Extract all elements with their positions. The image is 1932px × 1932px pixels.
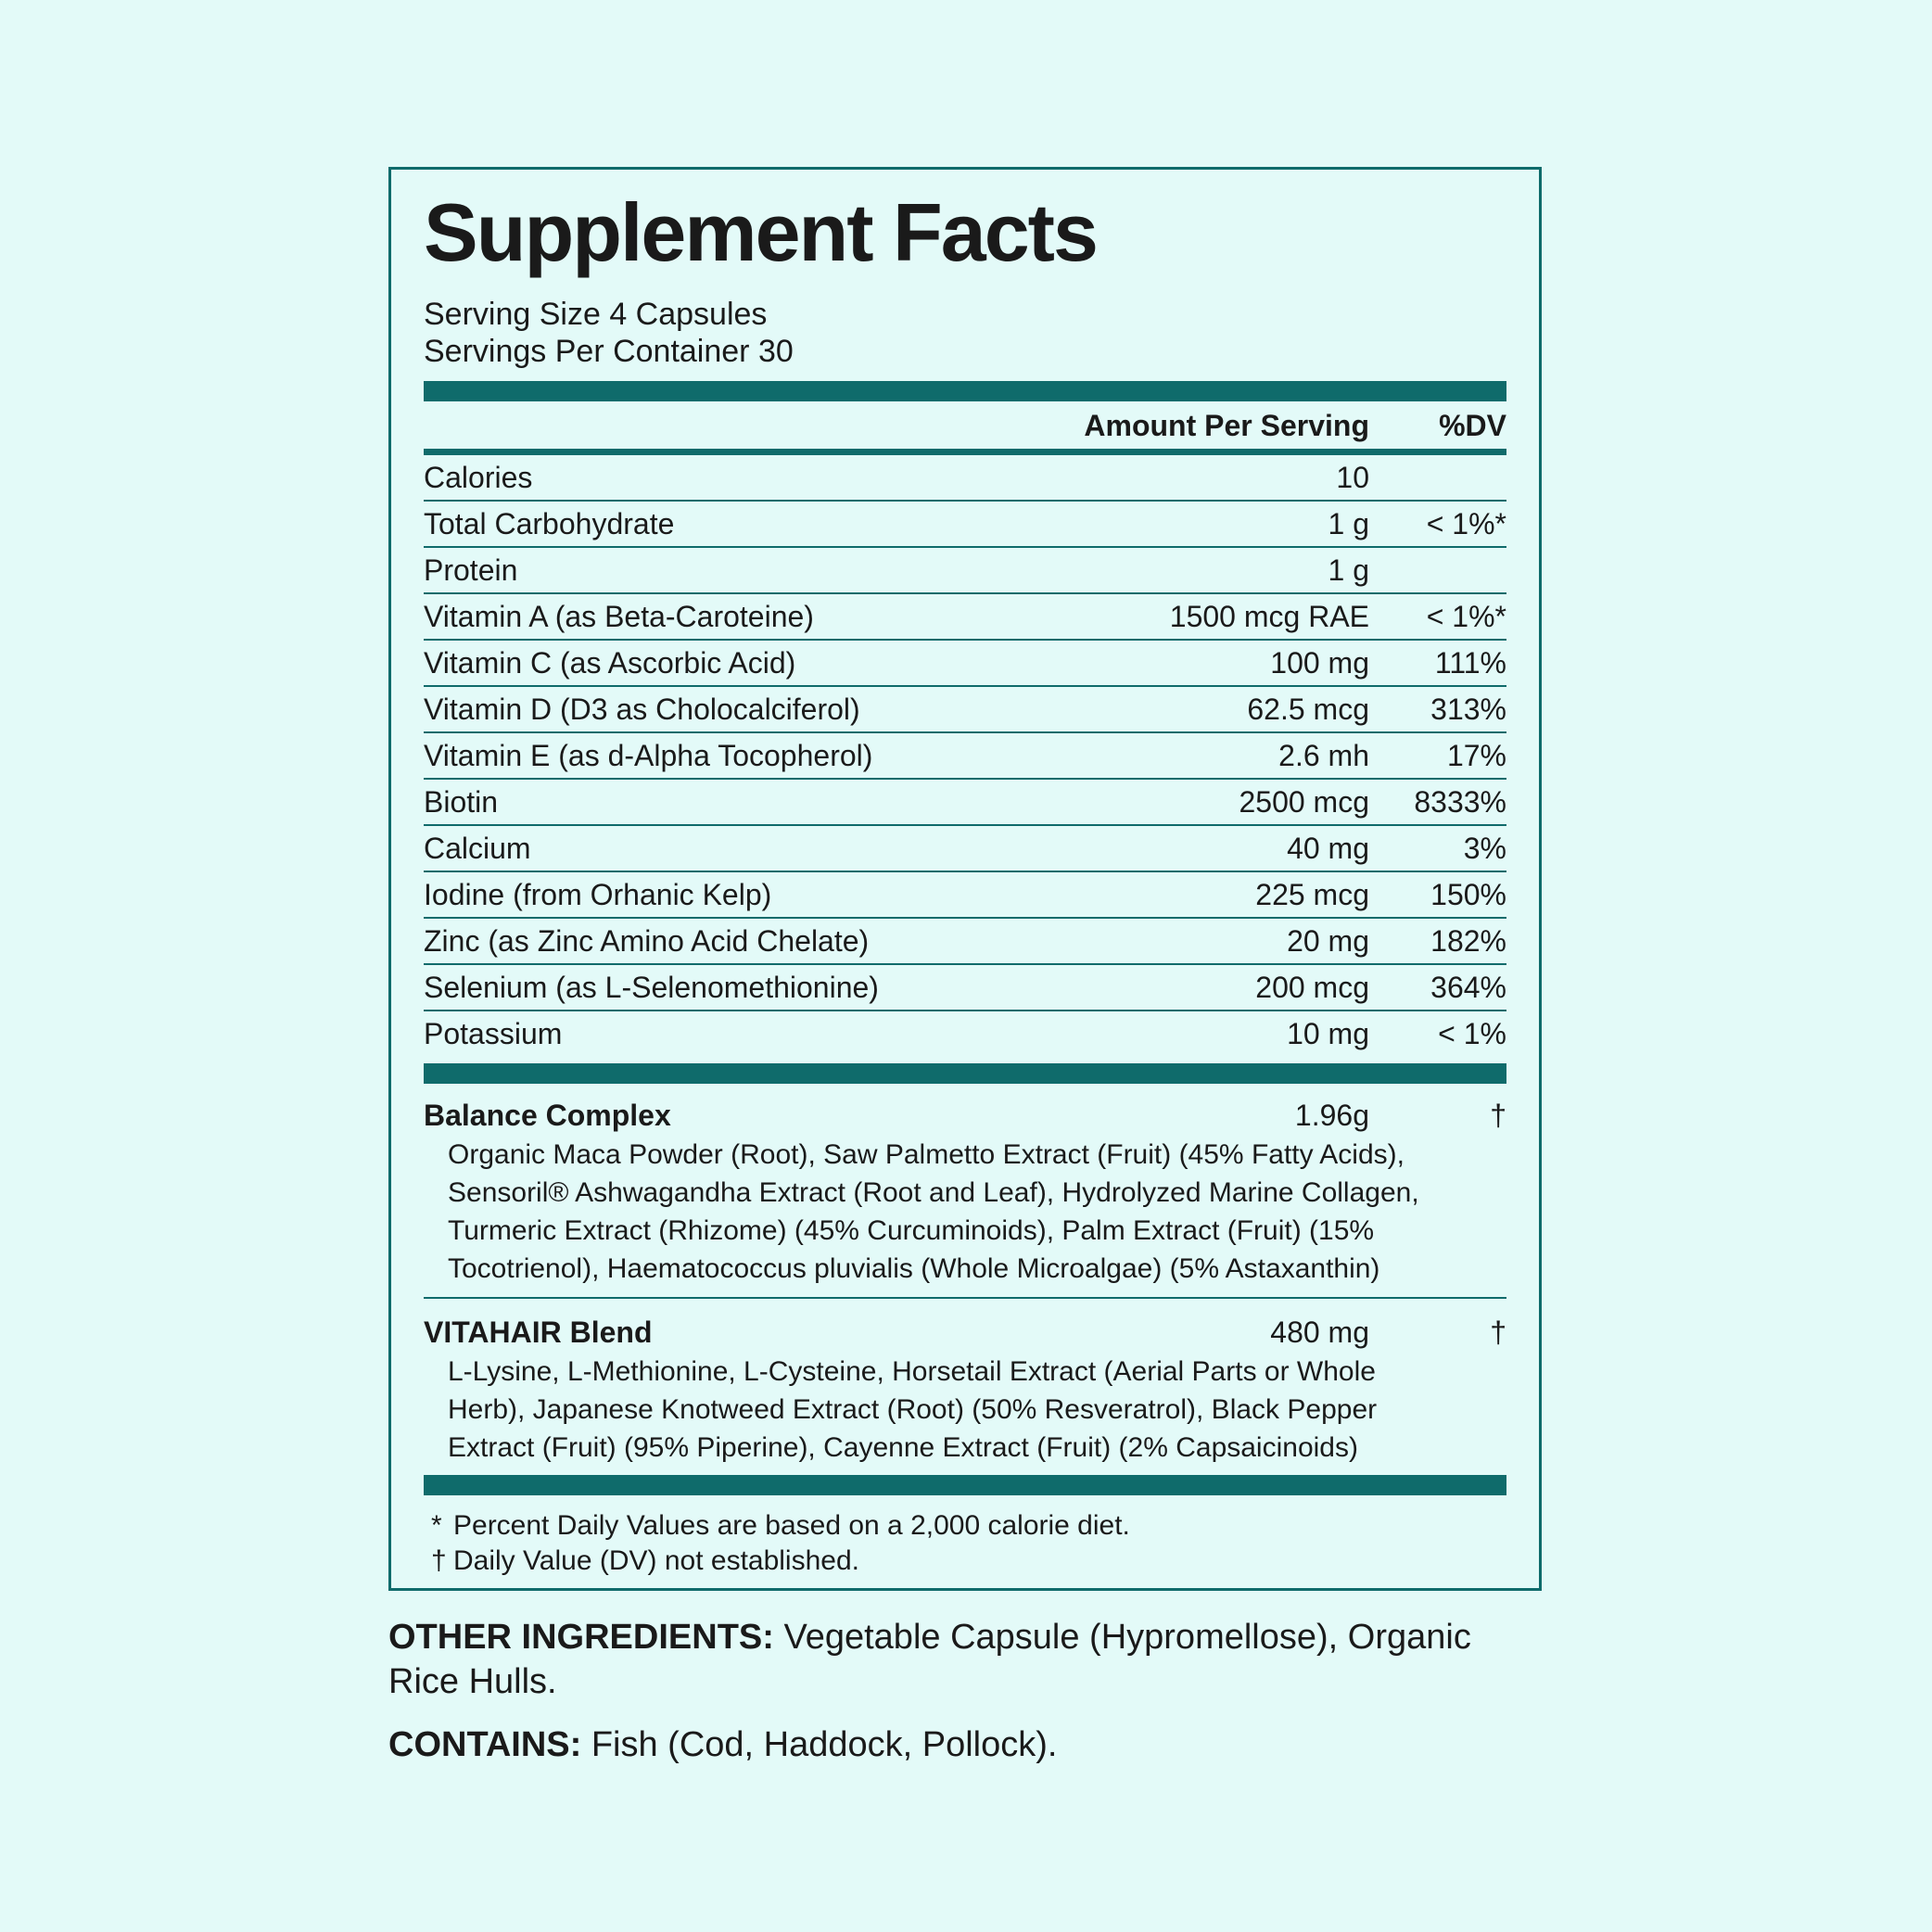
nutrient-amount: 200 mcg [1255, 971, 1369, 1004]
nutrient-amount: 62.5 mcg [1247, 693, 1369, 726]
header-amount-per-serving: Amount Per Serving [1084, 409, 1369, 442]
contains-label: CONTAINS: [388, 1725, 582, 1764]
nutrient-name: Vitamin C (as Ascorbic Acid) [424, 646, 796, 680]
nutrient-name: Selenium (as L-Selenomethionine) [424, 971, 879, 1004]
nutrient-name: Vitamin D (D3 as Cholocalciferol) [424, 693, 860, 726]
blend-name: VITAHAIR Blend [424, 1316, 653, 1349]
contains-text: Fish (Cod, Haddock, Pollock). [581, 1725, 1058, 1764]
nutrient-amount: 40 mg [1287, 832, 1369, 865]
nutrient-row [424, 455, 1506, 502]
nutrient-amount: 1500 mcg RAE [1169, 600, 1369, 633]
nutrient-name: Potassium [424, 1017, 563, 1050]
serving-size: Serving Size 4 Capsules [424, 297, 768, 332]
nutrient-dv: < 1%* [1426, 600, 1506, 633]
footnote-symbol: * [431, 1510, 442, 1541]
blend-amount: 480 mg [1270, 1316, 1369, 1349]
nutrient-amount: 10 mg [1287, 1017, 1369, 1050]
nutrient-name: Vitamin A (as Beta-Caroteine) [424, 600, 814, 633]
nutrient-dv: 17% [1446, 739, 1506, 772]
nutrient-row [424, 733, 1506, 780]
nutrient-row [424, 826, 1506, 872]
nutrient-dv: 313% [1430, 693, 1506, 726]
nutrient-name: Zinc (as Zinc Amino Acid Chelate) [424, 924, 870, 958]
supplement-facts-panel [388, 167, 1542, 1591]
divider-thick [424, 1063, 1506, 1084]
servings-per-container: Servings Per Container 30 [424, 334, 794, 369]
divider-thick [424, 1475, 1506, 1495]
nutrient-amount: 225 mcg [1255, 878, 1369, 911]
nutrient-dv: 3% [1463, 832, 1506, 865]
nutrient-name: Protein [424, 553, 518, 587]
nutrient-row [424, 641, 1506, 687]
nutrient-row [424, 919, 1506, 965]
blend-dv-dagger: † [1490, 1316, 1506, 1349]
nutrient-name: Vitamin E (as d-Alpha Tocopherol) [424, 739, 873, 772]
nutrient-amount: 2.6 mh [1278, 739, 1369, 772]
nutrient-amount: 2500 mcg [1239, 785, 1369, 819]
nutrient-row [424, 502, 1506, 548]
nutrient-row [424, 548, 1506, 594]
nutrient-dv: 182% [1430, 924, 1506, 958]
nutrient-name: Total Carbohydrate [424, 507, 675, 540]
nutrient-row [424, 872, 1506, 919]
nutrient-dv: 8333% [1414, 785, 1506, 819]
nutrient-table [424, 455, 1506, 1056]
blend-ingredients: L-Lysine, L-Methionine, L-Cysteine, Horsetail Extract (Aerial Parts or Whole Herb), Japanese Knotweed Extract (Root) (50% Resveratrol), Black Pepper Extract (Fruit) (95% Piperine), Cayenne Extract (Fruit) (2% Capsaicinoids) [448, 1356, 1378, 1463]
panel-title: Supplement Facts [424, 186, 1097, 278]
divider-thin [424, 1297, 1506, 1299]
nutrient-dv: 111% [1434, 646, 1506, 680]
nutrient-name: Calories [424, 461, 533, 494]
footnote-daily-values [431, 1508, 1130, 1544]
blend-amount: 1.96g [1294, 1099, 1369, 1132]
divider-medium [424, 449, 1506, 455]
other-ingredients [388, 1615, 1501, 1704]
footnote-text: Percent Daily Values are based on a 2,000 calorie diet. [453, 1510, 1130, 1541]
nutrient-row [424, 687, 1506, 733]
blend-dv-dagger: † [1490, 1099, 1506, 1132]
divider-thick [424, 381, 1506, 401]
blend-ingredients: Organic Maca Powder (Root), Saw Palmetto Extract (Fruit) (45% Fatty Acids), Sensoril® Ashwagandha Extract (Root and Leaf), Hydrolyzed Marine Collagen, Turmeric Extract (Rhizome) (45% Curcuminoids), Palm Extract (Fruit) (15% Tocotrienol), Haematococcus pluvialis (Whole Microalgae) (5% Astaxanthin) [448, 1139, 1419, 1284]
nutrient-dv: 364% [1430, 971, 1506, 1004]
nutrient-amount: 1 g [1328, 553, 1369, 587]
nutrient-row [424, 594, 1506, 641]
nutrient-row [424, 780, 1506, 826]
nutrient-name: Biotin [424, 785, 499, 819]
nutrient-dv: 150% [1430, 878, 1506, 911]
allergen-contains [388, 1722, 1501, 1767]
header-percent-dv: %DV [1439, 409, 1506, 442]
nutrient-dv: < 1%* [1426, 507, 1506, 540]
nutrient-amount: 10 [1336, 461, 1369, 494]
nutrient-row [424, 1011, 1506, 1056]
nutrient-amount: 1 g [1328, 507, 1369, 540]
nutrient-amount: 20 mg [1287, 924, 1369, 958]
nutrient-amount: 100 mg [1270, 646, 1369, 680]
other-ingredients-label: OTHER INGREDIENTS: [388, 1618, 774, 1657]
nutrient-dv: < 1% [1438, 1017, 1506, 1050]
footnote-dv-not-established [431, 1544, 859, 1579]
nutrient-name: Iodine (from Orhanic Kelp) [424, 878, 772, 911]
footnote-text: Daily Value (DV) not established. [453, 1545, 859, 1576]
nutrient-row [424, 965, 1506, 1011]
nutrient-name: Calcium [424, 832, 531, 865]
footnote-symbol: † [431, 1545, 447, 1576]
other-ingredients-text: Vegetable Capsule (Hypromellose), Organic Rice Hulls. [388, 1618, 1471, 1701]
blend-name: Balance Complex [424, 1099, 671, 1132]
